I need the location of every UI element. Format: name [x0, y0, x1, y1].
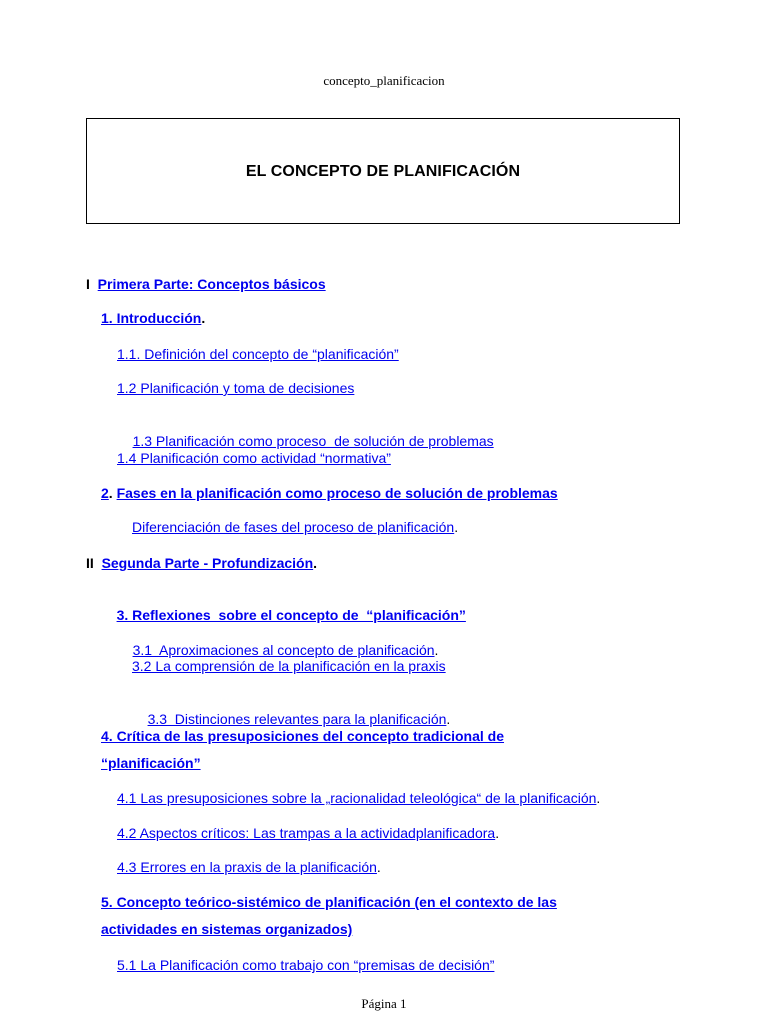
toc-2-sub-suffix: .	[454, 519, 459, 535]
toc-item-1-4	[117, 449, 391, 467]
toc-link-3-1[interactable]: 3.1 Aproximaciones al concepto de planificación	[132, 642, 435, 658]
toc-link-4-line-1[interactable]: 4. Crítica de las presuposiciones del concepto tradicional de	[101, 728, 505, 744]
toc-link-1-4[interactable]: 1.4 Planificación como actividad “normativa”	[117, 450, 391, 466]
toc-part-1	[86, 275, 326, 293]
toc-link-1-3[interactable]: 1.3 Planificación como proceso de solución de problemas	[132, 433, 494, 449]
toc-item-1-1	[117, 345, 399, 363]
toc-4-2-suffix: .	[495, 825, 500, 841]
toc-item-1-2	[117, 379, 354, 397]
toc-link-2-fases[interactable]: Fases en la planificación como proceso de solución de problemas	[116, 485, 558, 501]
toc-item-4-1	[117, 789, 600, 807]
toc-1-suffix: .	[201, 310, 206, 326]
toc-3-1-suffix: .	[434, 642, 439, 658]
part-1-roman: I	[86, 276, 90, 292]
page-footer: Página 1	[361, 996, 407, 1011]
toc-link-1-1[interactable]: 1.1. Definición del concepto de “planificación”	[117, 346, 399, 362]
toc-item-2-sub	[132, 518, 458, 536]
toc-4-1-suffix: .	[596, 790, 601, 806]
toc-item-3-2	[132, 657, 446, 675]
toc-link-3-2[interactable]: 3.2 La comprensión de la planificación en la praxis	[132, 658, 446, 674]
toc-link-part-2[interactable]: Segunda Parte - Profundización	[101, 555, 314, 571]
toc-link-2-diferenciacion[interactable]: Diferenciación de fases del proceso de planificación	[132, 519, 455, 535]
toc-link-1-2[interactable]: 1.2 Planificación y toma de decisiones	[117, 380, 355, 396]
toc-item-5-1	[117, 956, 494, 974]
toc-link-1-introduccion[interactable]: Introducción	[116, 310, 202, 326]
toc-link-5-1[interactable]: 5.1 La Planificación como trabajo con “premisas de decisión”	[117, 957, 495, 973]
toc-link-3[interactable]: 3. Reflexiones sobre el concepto de “planificación”	[116, 607, 466, 623]
toc-link-5-line-2[interactable]: actividades en sistemas organizados)	[101, 921, 353, 937]
toc-section-1	[101, 309, 205, 327]
toc-section-5-line-1	[101, 893, 557, 911]
toc-item-4-2	[117, 824, 499, 842]
toc-item-4-3	[117, 858, 381, 876]
part-2-roman: II	[86, 555, 94, 571]
toc-link-4-line-2[interactable]: “planificación”	[101, 755, 201, 771]
page-header: concepto_planificacion	[323, 73, 445, 88]
toc-section-4-line-1	[101, 727, 504, 745]
toc-2-dot: .	[108, 485, 117, 501]
toc-link-3-3[interactable]: 3.3 Distinciones relevantes para la planificación	[147, 711, 447, 727]
title-box	[86, 118, 680, 224]
toc-link-4-1[interactable]: 4.1 Las presuposiciones sobre la „racionalidad teleológica“ de la planificación	[117, 790, 597, 806]
toc-part-2-suffix: .	[313, 555, 318, 571]
toc-link-1-number[interactable]: 1.	[101, 310, 117, 326]
toc-link-4-2[interactable]: 4.2 Aspectos críticos: Las trampas a la actividadplanificadora	[117, 825, 496, 841]
toc-section-4-line-2	[101, 754, 201, 772]
toc-part-2	[86, 554, 317, 572]
toc-link-2-number[interactable]: 2	[101, 485, 109, 501]
toc-section-5-line-2	[101, 920, 352, 938]
document-title: EL CONCEPTO DE PLANIFICACIÓN	[245, 163, 521, 180]
toc-link-5-line-1[interactable]: 5. Concepto teórico-sistémico de planificación (en el contexto de las	[101, 894, 557, 910]
toc-link-part-1[interactable]: Primera Parte: Conceptos básicos	[97, 276, 326, 292]
toc-link-4-3[interactable]: 4.3 Errores en la praxis de la planificación	[117, 859, 377, 875]
toc-section-2	[101, 484, 558, 502]
toc-3-3-suffix: .	[446, 711, 451, 727]
toc-4-3-suffix: .	[376, 859, 381, 875]
